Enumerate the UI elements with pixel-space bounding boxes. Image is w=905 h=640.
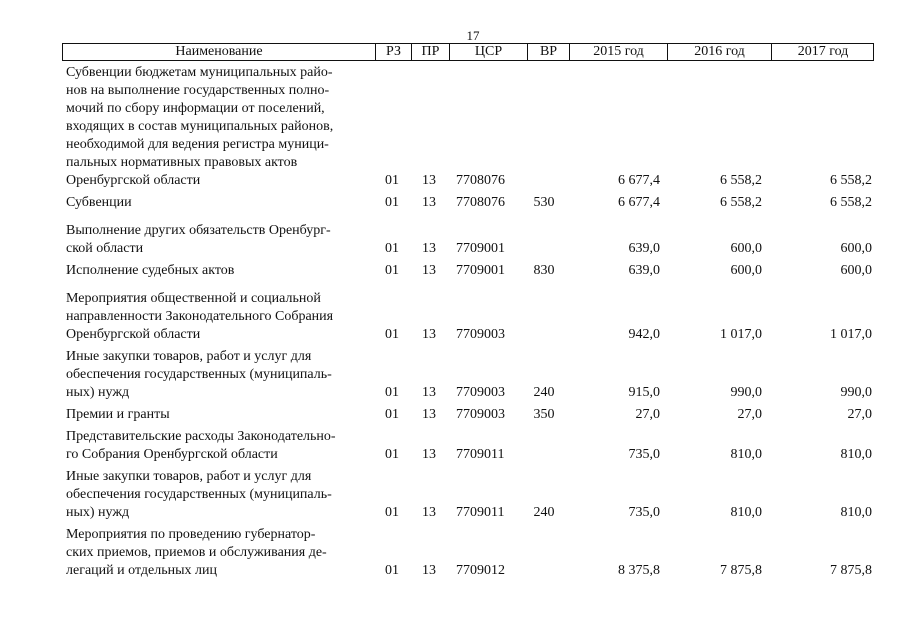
row-value-2016: 810,0 [730,505,762,520]
row-csr: 7709011 [456,505,505,520]
table-header [62,43,874,61]
row-name-line: Субвенции бюджетам муниципальных райо- [66,65,333,80]
row-value-2017: 810,0 [840,505,872,520]
row-value-2015: 915,0 [628,385,660,400]
row-name [62,64,371,190]
row-name-line: нов на выполнение государственных полно- [66,83,330,98]
row-value-2017: 6 558,2 [830,173,872,188]
row-name-line: Представительские расходы Законодательно- [66,429,336,444]
row-name-line: Иные закупки товаров, работ и услуг для [66,349,312,364]
header-2015: 2015 год [569,44,667,60]
row-rz: 01 [385,385,399,400]
row-value-2016: 1 017,0 [720,327,762,342]
row-rz: 01 [385,241,399,256]
header-rz: РЗ [375,44,411,60]
row-pr: 13 [422,241,436,256]
row-rz: 01 [385,447,399,462]
header-name: Наименование [175,44,263,59]
row-value-2015: 639,0 [628,263,660,278]
row-name [62,262,371,280]
row-rz: 01 [385,263,399,278]
row-value-2015: 8 375,8 [618,563,660,578]
row-name-line: ской области [66,241,144,256]
row-name [62,194,371,212]
row-value-2017: 7 875,8 [830,563,872,578]
row-value-2017: 27,0 [847,407,872,422]
row-vr: 240 [533,385,555,400]
row-value-2017: 810,0 [840,447,872,462]
row-name-line: Мероприятия по проведению губернатор- [66,527,316,542]
row-value-2016: 6 558,2 [720,195,762,210]
row-rz: 01 [385,195,399,210]
row-value-2015: 27,0 [635,407,660,422]
row-pr: 13 [422,447,436,462]
row-pr: 13 [422,263,436,278]
row-name-line: обеспечения государственных (муниципаль- [66,487,332,502]
row-name-line: Оренбургской области [66,173,201,188]
row-value-2015: 735,0 [628,505,660,520]
row-csr: 7709011 [456,447,505,462]
row-value-2015: 6 677,4 [618,173,660,188]
row-name-line: Исполнение судебных актов [66,263,235,278]
row-name-line: легаций и отдельных лиц [66,563,217,578]
row-value-2016: 990,0 [730,385,762,400]
row-value-2015: 942,0 [628,327,660,342]
row-name-line: обеспечения государственных (муниципаль- [66,367,332,382]
table-row [62,222,874,258]
table-row [62,428,874,464]
table-row [62,64,874,190]
row-value-2016: 600,0 [730,241,762,256]
row-csr: 7709001 [456,263,505,278]
row-value-2016: 7 875,8 [720,563,762,578]
table-row [62,348,874,402]
row-pr: 13 [422,407,436,422]
row-csr: 7708076 [456,195,505,210]
row-vr: 530 [533,195,555,210]
row-value-2016: 810,0 [730,447,762,462]
row-name-line: Оренбургской области [66,327,201,342]
row-pr: 13 [422,327,436,342]
row-value-2015: 6 677,4 [618,195,660,210]
row-name-line: Субвенции [66,195,132,210]
row-value-2016: 27,0 [737,407,762,422]
table-row [62,194,874,212]
row-name-line: ных) нужд [66,505,130,520]
row-name-line: Мероприятия общественной и социальной [66,291,321,306]
row-name-line: ских приемов, приемов и обслуживания де- [66,545,327,560]
row-rz: 01 [385,327,399,342]
row-name [62,406,371,424]
row-name-line: Премии и гранты [66,407,170,422]
row-vr: 830 [533,263,555,278]
row-rz: 01 [385,173,399,188]
row-csr: 7709003 [456,385,505,400]
row-csr: 7708076 [456,173,505,188]
row-name [62,468,371,522]
row-name-line: Иные закупки товаров, работ и услуг для [66,469,312,484]
row-pr: 13 [422,563,436,578]
header-vr: ВР [527,44,569,60]
row-rz: 01 [385,407,399,422]
row-name [62,526,371,580]
header-pr: ПР [411,44,449,60]
row-name-line: направленности Законодательного Собрания [66,309,334,324]
row-value-2017: 600,0 [840,263,872,278]
row-name-line: необходимой для ведения регистра муници- [66,137,329,152]
row-value-2017: 1 017,0 [830,327,872,342]
row-name-line: го Собрания Оренбургской области [66,447,278,462]
row-pr: 13 [422,173,436,188]
row-name [62,222,371,258]
row-name-line: мочий по сбору информации от поселений, [66,101,325,116]
row-value-2015: 735,0 [628,447,660,462]
row-name [62,290,371,344]
row-csr: 7709003 [456,407,505,422]
row-value-2017: 6 558,2 [830,195,872,210]
table-row [62,468,874,522]
table-row [62,406,874,424]
page-number: 17 [466,28,480,43]
row-value-2017: 990,0 [840,385,872,400]
row-pr: 13 [422,385,436,400]
row-csr: 7709001 [456,241,505,256]
row-name-line: ных) нужд [66,385,130,400]
table-row [62,262,874,280]
row-csr: 7709003 [456,327,505,342]
row-pr: 13 [422,195,436,210]
row-name-line: входящих в состав муниципальных районов, [66,119,334,134]
header-2016: 2016 год [667,44,771,60]
row-vr: 350 [533,407,555,422]
row-rz: 01 [385,505,399,520]
table-row [62,526,874,580]
row-vr: 240 [533,505,555,520]
table-row [62,290,874,344]
row-csr: 7709012 [456,563,505,578]
budget-table [62,64,874,580]
header-2017: 2017 год [771,44,874,60]
row-value-2016: 6 558,2 [720,173,762,188]
header-csr: ЦСР [449,44,527,60]
row-value-2017: 600,0 [840,241,872,256]
row-pr: 13 [422,505,436,520]
row-name [62,348,371,402]
row-name [62,428,371,464]
row-name-line: пальных нормативных правовых актов [66,155,298,170]
row-value-2016: 600,0 [730,263,762,278]
row-value-2015: 639,0 [628,241,660,256]
row-rz: 01 [385,563,399,578]
row-name-line: Выполнение других обязательств Оренбург- [66,223,331,238]
